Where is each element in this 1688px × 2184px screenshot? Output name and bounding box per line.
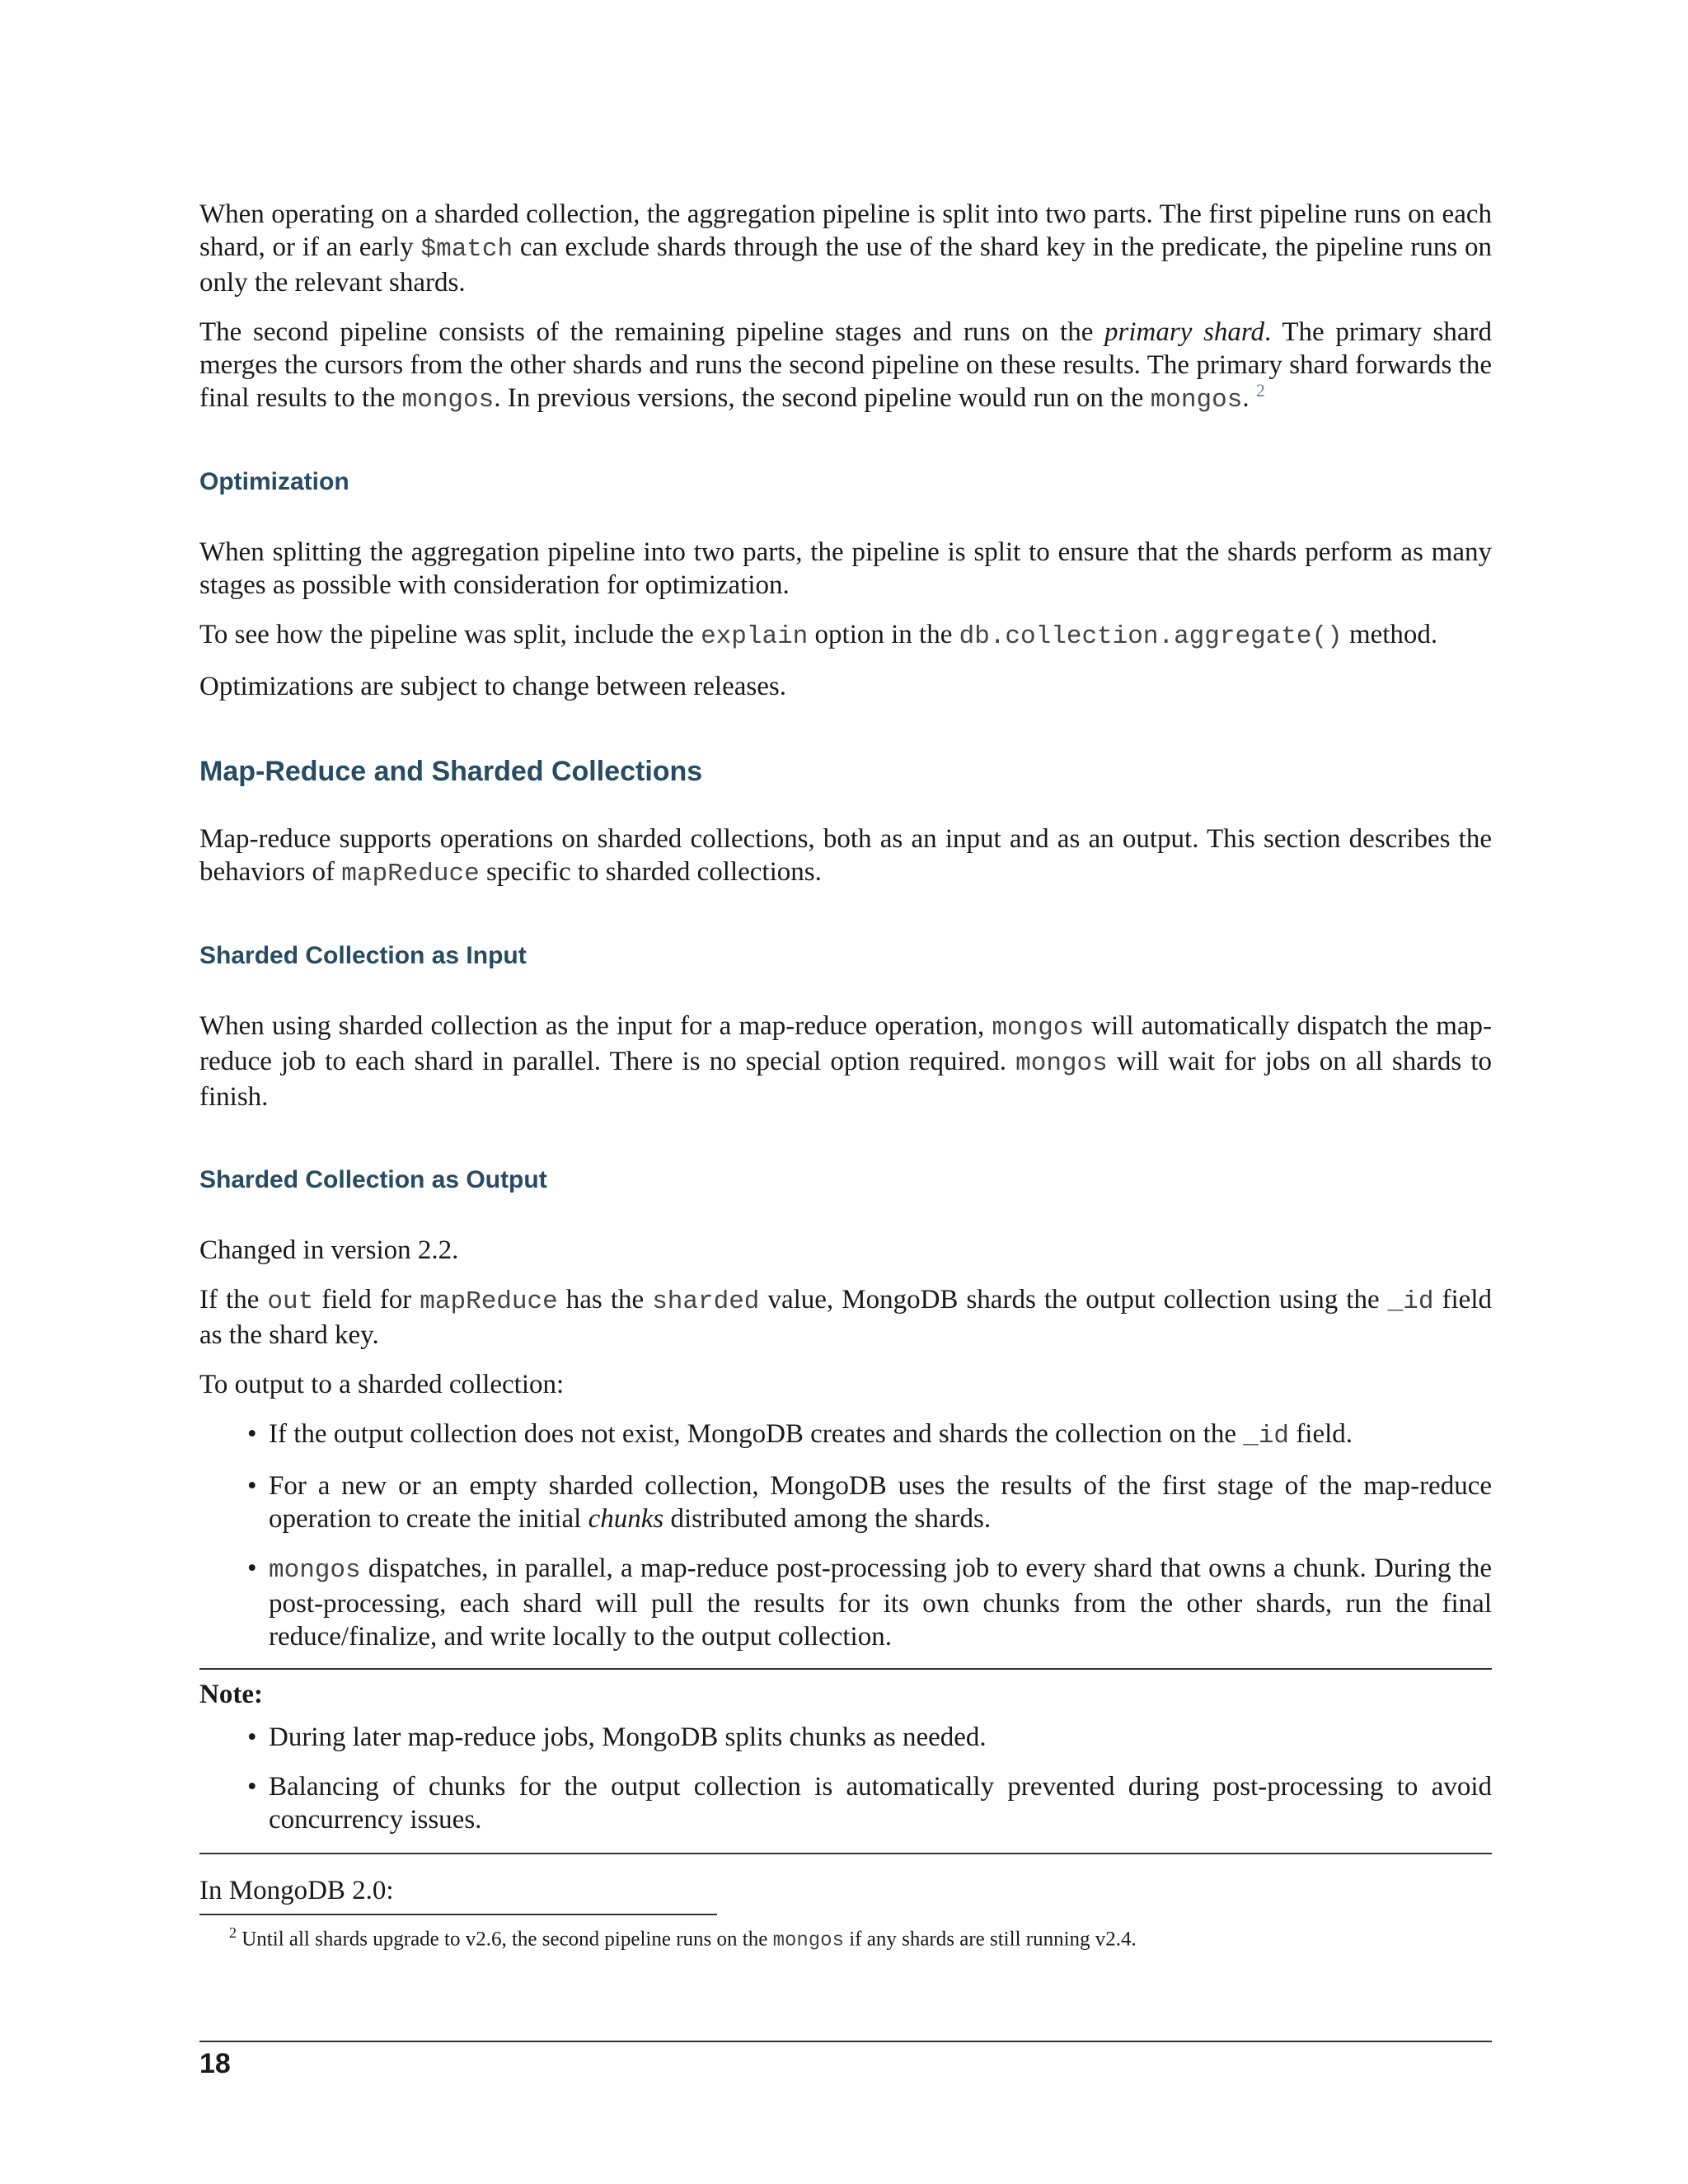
code-mongos: mongos [992, 1014, 1085, 1043]
code-mongos: mongos [1015, 1049, 1108, 1078]
code-match: $match [420, 235, 513, 264]
footnote-divider [199, 1914, 717, 1915]
code-id: _id [1387, 1287, 1434, 1316]
code-explain: explain [701, 622, 809, 651]
paragraph-second-pipeline: The second pipeline consists of the remaining pipeline stages and runs on the primary shard. The primary shard merges the cursors from the other shards and runs the second pipeline on these results. The primary shard forwards the final results to the mongos. In previous versions, the second pipeline would run on the mongos. $^2$ [199, 317, 1492, 415]
heading-map-reduce-sharded: Map-Reduce and Sharded Collections [199, 756, 703, 787]
page-number: 18 [199, 2048, 231, 2079]
paragraph-optimization-split: When splitting the aggregation pipeline into two parts, the pipeline is split to ensure that the shards perform as many stages as possible with consideration for optimization. [199, 537, 1492, 600]
paragraph-out-field: If the out field for mapReduce has the sharded value, MongoDB shards the output collection using the _id field as the shard key. [199, 1285, 1492, 1350]
footer-divider [199, 2041, 1492, 2042]
list-item: • Balancing of chunks for the output collection is automatically prevented during post-processing to avoid concurrency issues. [199, 1770, 1492, 1836]
heading-sharded-output: Sharded Collection as Output [199, 1166, 547, 1193]
paragraph-sharded-pipeline-split: When operating on a sharded collection, the aggregation pipeline is split into two parts. The first pipeline runs on each shard, or if an early $match can exclude shards through the use of the shard key in the predicate, the pipeline runs on only the relevant shards. [199, 199, 1492, 298]
paragraph-sharded-input: When using sharded collection as the input for a map-reduce operation, mongos will automatically dispatch the map-reduce job to each shard in parallel. There is no special option required. mongos will wait for jobs on all shards to finish. [199, 1011, 1493, 1112]
list-item: • During later map-reduce jobs, MongoDB splits chunks as needed. [199, 1721, 1492, 1754]
note-box [199, 1668, 1492, 1854]
paragraph-output-intro: To output to a sharded collection: [199, 1370, 565, 1399]
paragraph-map-reduce-support: Map-reduce supports operations on sharded collections, both as an input and as an output. This section describes the behaviors of mapReduce specific to sharded collections. [199, 824, 1492, 888]
footnote: $^2$ Until all shards upgrade to v2.6, the second pipeline runs on the mongos if any shards are still running v2.4. [229, 1924, 1137, 1952]
code-mongos: mongos [1150, 386, 1243, 415]
footnote-number: 2 [229, 1924, 237, 1941]
note-title: Note: [199, 1680, 263, 1709]
code-out: out [267, 1287, 314, 1316]
code-mongos: mongos [772, 1929, 844, 1952]
list-item: • For a new or an empty sharded collection, MongoDB uses the results of the first stage of the map-reduce operation to create the initial chunks distributed among the shards. [199, 1469, 1492, 1535]
document-body [199, 198, 1492, 1955]
code-mongos: mongos [269, 1556, 361, 1585]
footnote-reference-link[interactable]: 2 [1255, 380, 1265, 401]
heading-sharded-input: Sharded Collection as Input [199, 942, 527, 969]
code-id: _id [1243, 1422, 1290, 1451]
list-item: • If the output collection does not exist, MongoDB creates and shards the collection on the _id field. [199, 1418, 1492, 1453]
code-aggregate-method: db.collection.aggregate() [959, 622, 1343, 651]
list-item: • mongos dispatches, in parallel, a map-reduce post-processing job to every shard that owns a chunk. During the post-processing, each shard will pull the results for its own chunks from the other shards, run the final reduce/finalize, and write locally to the output collection. [199, 1552, 1492, 1653]
code-mapreduce: mapReduce [341, 860, 480, 888]
heading-optimization: Optimization [199, 468, 349, 495]
version-changed-note: Changed in version 2.2. [199, 1235, 459, 1265]
output-steps-list [199, 1418, 1492, 1653]
paragraph-explain-option: To see how the pipeline was split, include the explain option in the db.collection.aggregate() method. [199, 620, 1438, 651]
note-list [199, 1721, 1492, 1836]
code-mapreduce: mapReduce [420, 1287, 558, 1316]
paragraph-optimizations-change: Optimizations are subject to change between releases. [199, 672, 786, 701]
code-sharded: sharded [652, 1287, 760, 1316]
paragraph-mongodb-20: In MongoDB 2.0: [199, 1876, 394, 1905]
code-mongos: mongos [401, 386, 495, 415]
term-primary-shard: primary shard [1104, 317, 1265, 347]
term-chunks: chunks [588, 1504, 664, 1534]
